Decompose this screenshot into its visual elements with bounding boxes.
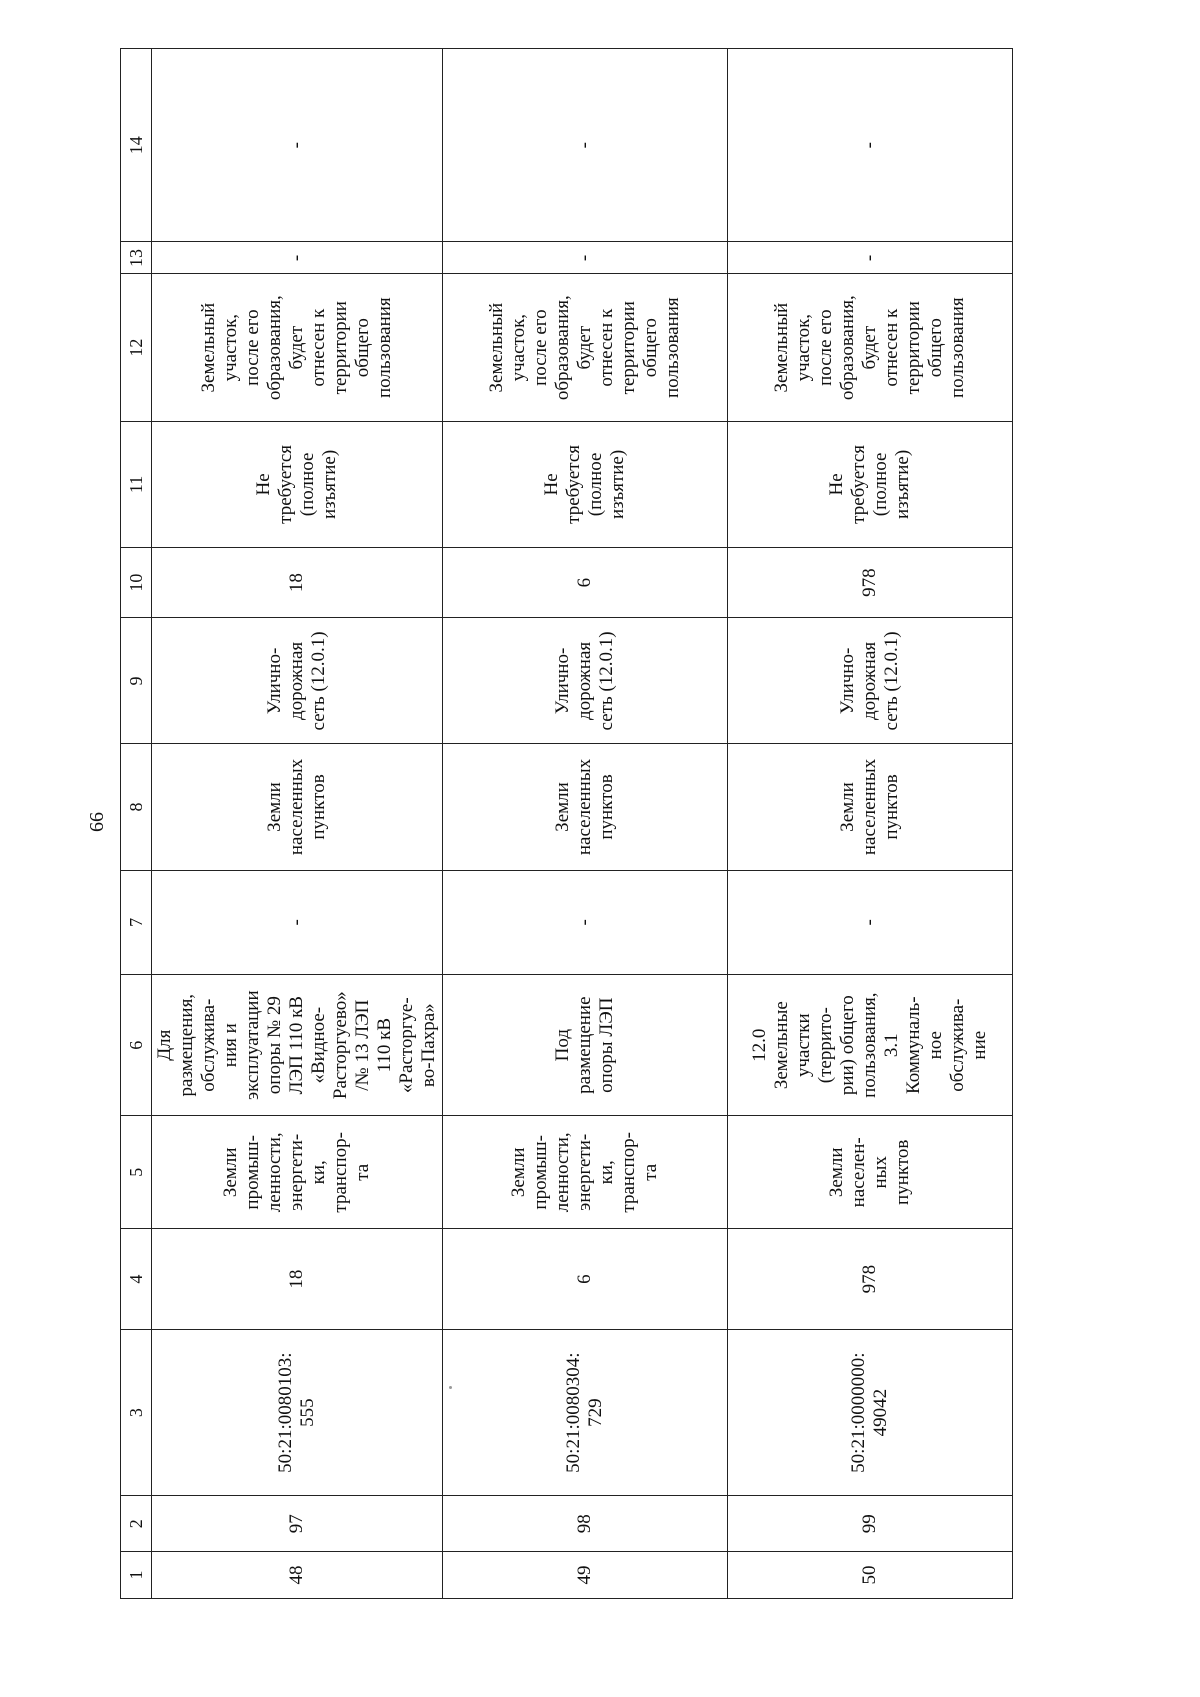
col13-cell: -	[728, 242, 1013, 274]
seizure-cell: Не требуется (полное изъятие)	[728, 421, 1013, 547]
new-land-category-cell: Земли населенных пунктов	[443, 744, 728, 870]
permitted-use-cell: Под размещение опоры ЛЭП	[443, 975, 728, 1116]
seizure-cell: Не требуется (полное изъятие)	[152, 421, 443, 547]
row-number-cell: 48	[152, 1552, 443, 1599]
table-row	[728, 49, 1013, 1599]
col14-cell: -	[152, 49, 443, 242]
plot-number-cell: 99	[728, 1496, 1013, 1552]
table-row	[152, 49, 443, 1599]
new-area-cell: 18	[152, 547, 443, 618]
col7-cell: -	[443, 870, 728, 975]
plot-number-cell: 98	[443, 1496, 728, 1552]
note-cell: Земельный участок, после его образования, будет отнесен к территории общего пользования	[728, 274, 1013, 421]
plot-number-cell: 97	[152, 1496, 443, 1552]
land-category-cell: Земли населен- ных пунктов	[728, 1116, 1013, 1229]
col-header-2: 2	[121, 1496, 152, 1552]
col-header-13: 13	[121, 242, 152, 274]
new-permitted-use-cell: Улично- дорожная сеть (12.0.1)	[728, 618, 1013, 744]
col7-cell: -	[152, 870, 443, 975]
scan-artifact-dot	[449, 1386, 452, 1389]
col-header-3: 3	[121, 1329, 152, 1496]
col14-cell: -	[728, 49, 1013, 242]
new-area-cell: 978	[728, 547, 1013, 618]
new-permitted-use-cell: Улично- дорожная сеть (12.0.1)	[152, 618, 443, 744]
new-area-cell: 6	[443, 547, 728, 618]
permitted-use-cell: Для размещения, обслужива- ния и эксплуатации опоры № 29 ЛЭП 110 кВ «Видное- Расторгуево» /№ 13 ЛЭП 110 кВ «Расторгуе- во-Пахра»	[152, 975, 443, 1116]
col-header-1: 1	[121, 1552, 152, 1599]
col-header-8: 8	[121, 744, 152, 870]
col-header-6: 6	[121, 975, 152, 1116]
col7-cell: -	[728, 870, 1013, 975]
col-header-12: 12	[121, 274, 152, 421]
rotated-table-container	[120, 48, 995, 1599]
area-cell: 18	[152, 1229, 443, 1329]
new-land-category-cell: Земли населенных пунктов	[152, 744, 443, 870]
col-header-10: 10	[121, 547, 152, 618]
column-number-row	[121, 49, 152, 1599]
note-cell: Земельный участок, после его образования, будет отнесен к территории общего пользования	[443, 274, 728, 421]
cadastral-number-cell: 50:21:0000000: 49042	[728, 1329, 1013, 1496]
col-header-4: 4	[121, 1229, 152, 1329]
land-category-cell: Земли промыш- ленности, энергети- ки, транспор- та	[152, 1116, 443, 1229]
col-header-7: 7	[121, 870, 152, 975]
new-land-category-cell: Земли населенных пунктов	[728, 744, 1013, 870]
cadastral-number-cell: 50:21:0080304: 729	[443, 1329, 728, 1496]
cadastral-number-cell: 50:21:0080103: 555	[152, 1329, 443, 1496]
seizure-cell: Не требуется (полное изъятие)	[443, 421, 728, 547]
col14-cell: -	[443, 49, 728, 242]
table-row	[443, 49, 728, 1599]
col-header-9: 9	[121, 618, 152, 744]
row-number-cell: 49	[443, 1552, 728, 1599]
col-header-11: 11	[121, 421, 152, 547]
new-permitted-use-cell: Улично- дорожная сеть (12.0.1)	[443, 618, 728, 744]
col13-cell: -	[443, 242, 728, 274]
col-header-14: 14	[121, 49, 152, 242]
land-plot-register-table	[120, 48, 1013, 1599]
page-number: 66	[86, 812, 108, 832]
permitted-use-cell: 12.0 Земельные участки (террито- рии) общего пользования, 3.1 Коммуналь- ное обслужива- ние	[728, 975, 1013, 1116]
area-cell: 978	[728, 1229, 1013, 1329]
col13-cell: -	[152, 242, 443, 274]
col-header-5: 5	[121, 1116, 152, 1229]
row-number-cell: 50	[728, 1552, 1013, 1599]
area-cell: 6	[443, 1229, 728, 1329]
note-cell: Земельный участок, после его образования, будет отнесен к территории общего пользования	[152, 274, 443, 421]
land-category-cell: Земли промыш- ленности, энергети- ки, транспор- та	[443, 1116, 728, 1229]
